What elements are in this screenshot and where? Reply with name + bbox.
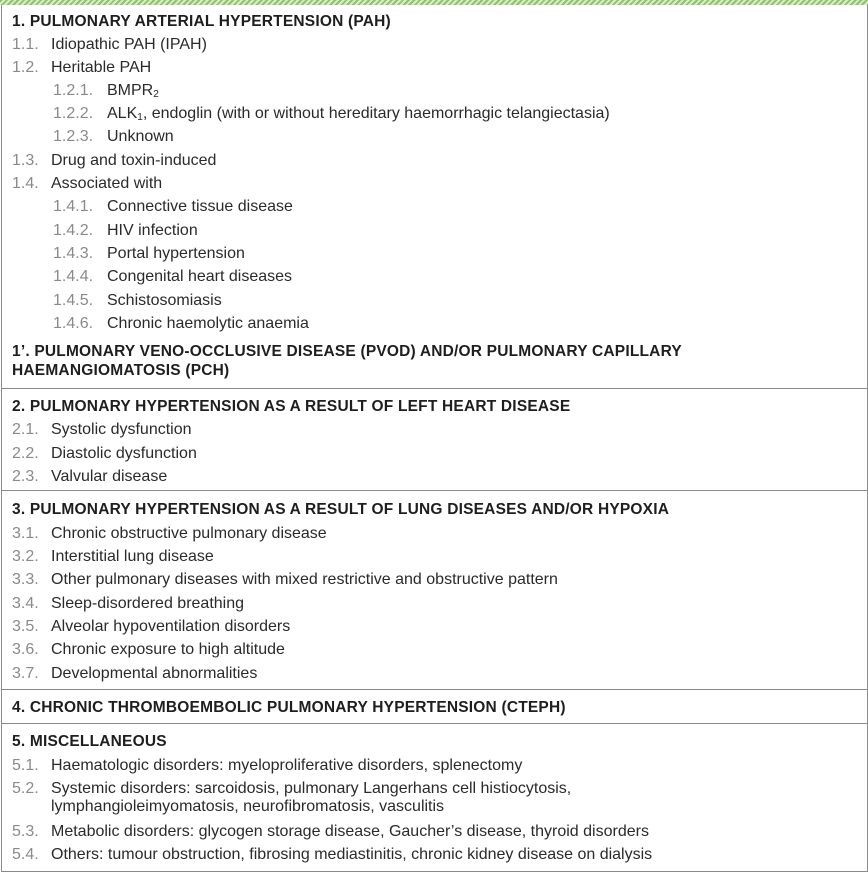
list-item: 3.7. Developmental abnormalities [12, 665, 258, 682]
section-heading: 5. MISCELLANEOUS [12, 733, 167, 750]
list-item: 3.4. Sleep-disordered breathing [12, 595, 245, 612]
section-heading: 1. PULMONARY ARTERIAL HYPERTENSION (PAH) [12, 13, 391, 30]
section-heading: 2. PULMONARY HYPERTENSION AS A RESULT OF LEFT HEART DISEASE [12, 398, 571, 415]
list-item-continuation: lymphangioleimyomatosis, neurofibromatosis, vasculitis [51, 798, 445, 815]
list-subitem: 1.4.2. HIV infection [53, 222, 198, 239]
classification-table [1, 5, 868, 872]
section-pah [2, 5, 867, 388]
section-heading: 4. CHRONIC THROMBOEMBOLIC PULMONARY HYPERTENSION (CTEPH) [12, 699, 566, 716]
list-item: 1.4. Associated with [12, 175, 163, 192]
list-item: 2.1. Systolic dysfunction [12, 421, 192, 438]
list-subitem: 1.2.2. $ALK_1$, endoglin (with or without hereditary haemorrhagic telangiectasia) [53, 105, 610, 123]
list-subitem: 1.4.3. Portal hypertension [53, 245, 245, 262]
section-left-heart [2, 388, 867, 491]
section-heading: 3. PULMONARY HYPERTENSION AS A RESULT OF LUNG DISEASES AND/OR HYPOXIA [12, 501, 670, 518]
list-item: 5.4. Others: tumour obstruction, fibrosing mediastinitis, chronic kidney disease on dialysis [12, 846, 653, 863]
list-item: 3.6. Chronic exposure to high altitude [12, 641, 285, 658]
pvod-heading-line-1: 1’. PULMONARY VENO-OCCLUSIVE DISEASE (PVOD) AND/OR PULMONARY CAPILLARY [12, 343, 682, 360]
list-subitem: 1.4.6. Chronic haemolytic anaemia [53, 315, 309, 332]
list-item: 2.2. Diastolic dysfunction [12, 445, 197, 462]
section-miscellaneous [2, 723, 867, 872]
section-cteph [2, 689, 867, 724]
list-item: 3.2. Interstitial lung disease [12, 548, 214, 565]
list-item: 3.5. Alveolar hypoventilation disorders [12, 618, 291, 635]
list-subitem: 1.4.4. Congenital heart diseases [53, 268, 293, 285]
list-item: 5.3. Metabolic disorders: glycogen storage disease, Gaucher’s disease, thyroid disorders [12, 823, 649, 840]
list-subitem: 1.4.1. Connective tissue disease [53, 198, 293, 215]
list-item: 5.2. Systemic disorders: sarcoidosis, pulmonary Langerhans cell histiocytosis, [12, 780, 572, 797]
pvod-heading-line-2: HAEMANGIOMATOSIS (PCH) [12, 362, 230, 379]
list-item: 1.1. Idiopathic PAH (IPAH) [12, 36, 207, 53]
list-subitem: 1.2.3. Unknown [53, 128, 174, 145]
list-subitem: 1.2.1. $BMPR_2$ [53, 82, 159, 100]
list-subitem: 1.4.5. Schistosomiasis [53, 292, 222, 309]
list-item: 3.3. Other pulmonary diseases with mixed restrictive and obstructive pattern [12, 571, 558, 588]
list-item: 1.3. Drug and toxin-induced [12, 152, 217, 169]
list-item: 3.1. Chronic obstructive pulmonary disease [12, 525, 327, 542]
section-lung-diseases [2, 490, 867, 690]
list-item: 1.2. Heritable PAH [12, 59, 152, 76]
list-item: 2.3. Valvular disease [12, 468, 168, 485]
list-item: 5.1. Haematologic disorders: myeloproliferative disorders, splenectomy [12, 757, 523, 774]
